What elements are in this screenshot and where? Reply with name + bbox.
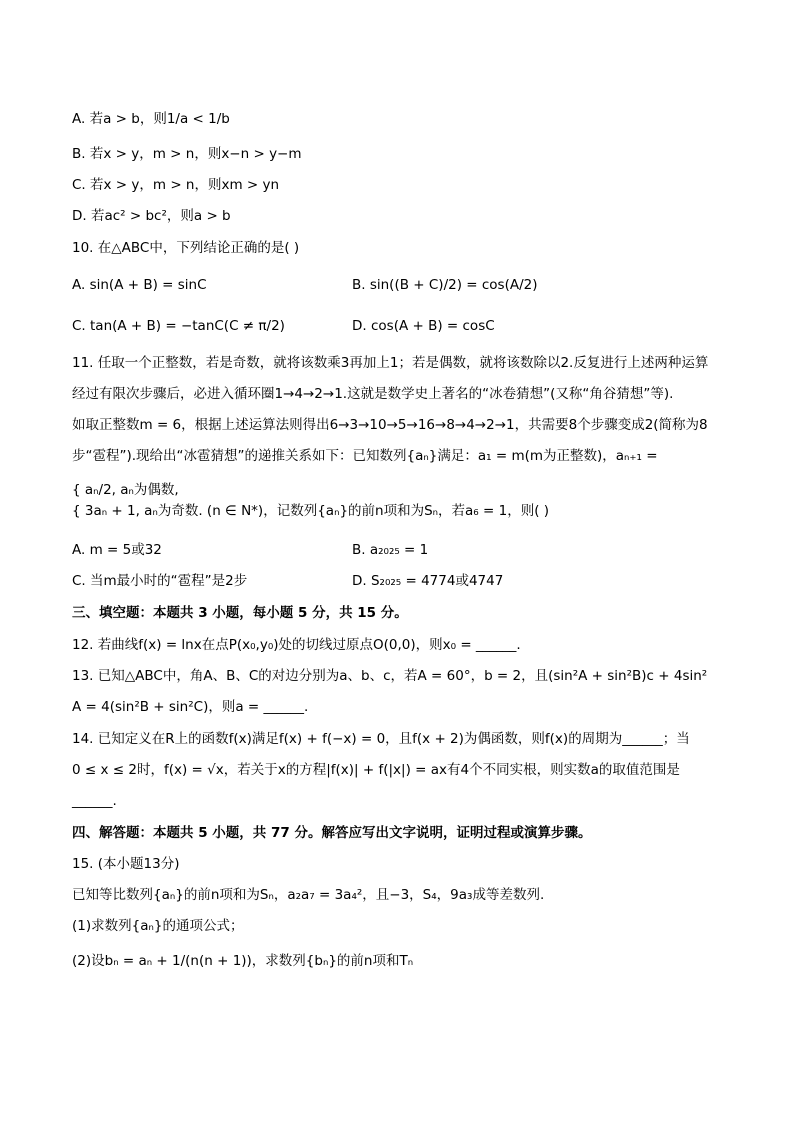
- q11-piecewise-line-1: { aₙ/2, aₙ为偶数,: [72, 482, 179, 498]
- q9-option-b: B. 若x > y，m > n，则x−n > y−m: [72, 146, 302, 162]
- q9-option-d: D. 若ac² > bc²，则a > b: [72, 208, 231, 224]
- section-3-heading: 三、填空题：本题共 3 小题，每小题 5 分，共 15 分。: [72, 605, 408, 621]
- q10-option-a: A. sin(A + B) = sinC: [72, 277, 207, 293]
- q13-stem-line-2: A = 4(sin²B + sin²C)，则a = ______.: [72, 699, 309, 715]
- q14-stem-line-3: ______.: [72, 793, 117, 809]
- q11-option-c: C. 当m最小时的“雹程”是2步: [72, 573, 248, 589]
- section-4-heading: 四、解答题：本题共 5 小题，共 77 分。解答应写出文字说明，证明过程或演算步骤。: [72, 825, 592, 841]
- q11-option-b: B. a₂₀₂₅ = 1: [352, 542, 429, 558]
- q9-option-c: C. 若x > y，m > n，则xm > yn: [72, 177, 280, 193]
- q11-stem-line-3: 如取正整数m = 6，根据上述运算法则得出6→3→10→5→16→8→4→2→1，共需要8个步骤变成2(简称为8: [72, 417, 708, 433]
- q15-part-2: (2)设bₙ = aₙ + 1/(n(n + 1))，求数列{bₙ}的前n项和Tₙ: [72, 953, 414, 969]
- q14-stem-line-2: 0 ≤ x ≤ 2时，f(x) = √x，若关于x的方程|f(x)| + f(|x|) = ax有4个不同实根，则实数a的取值范围是: [72, 762, 680, 778]
- q11-option-d: D. S₂₀₂₅ = 4774或4747: [352, 573, 504, 589]
- q11-stem-line-1: 11. 任取一个正整数，若是奇数，就将该数乘3再加上1；若是偶数，就将该数除以2.反复进行上述两种运算: [72, 355, 709, 371]
- q10-option-b: B. sin((B + C)/2) = cos(A/2): [352, 277, 538, 293]
- q11-option-a: A. m = 5或32: [72, 542, 162, 558]
- q11-piecewise-line-2: { 3aₙ + 1, aₙ为奇数. (n ∈ N*)，记数列{aₙ}的前n项和为Sₙ，若a₆ = 1，则( ): [72, 503, 550, 519]
- q12-stem: 12. 若曲线f(x) = lnx在点P(x₀,y₀)处的切线过原点O(0,0)，则x₀ = ______.: [72, 637, 521, 653]
- q13-stem-line-1: 13. 已知△ABC中，角A、B、C的对边分别为a、b、c，若A = 60°，b = 2，且(sin²A + sin²B)c + 4sin²: [72, 668, 708, 684]
- q10-stem: 10. 在△ABC中，下列结论正确的是( ): [72, 240, 300, 256]
- q15-heading: 15. (本小题13分): [72, 856, 180, 872]
- q11-stem-line-2: 经过有限次步骤后，必进入循环圈1→4→2→1.这就是数学史上著名的“冰卷猜想”(又称“角谷猜想”等).: [72, 386, 674, 402]
- q11-stem-line-4: 步“雹程”).现给出“冰雹猜想”的递推关系如下：已知数列{aₙ}满足：a₁ = m(m为正整数)，aₙ₊₁ =: [72, 448, 658, 464]
- q9-option-a: A. 若a > b，则1/a < 1/b: [72, 111, 230, 127]
- q10-option-d: D. cos(A + B) = cosC: [352, 318, 495, 334]
- q15-part-1: (1)求数列{aₙ}的通项公式；: [72, 918, 244, 934]
- q15-stem: 已知等比数列{aₙ}的前n项和为Sₙ，a₂a₇ = 3a₄²，且−3，S₄，9a₃成等差数列.: [72, 887, 545, 903]
- q10-option-c: C. tan(A + B) = −tanC(C ≠ π/2): [72, 318, 285, 334]
- q14-stem-line-1: 14. 已知定义在R上的函数f(x)满足f(x) + f(−x) = 0，且f(x + 2)为偶函数，则f(x)的周期为______；当: [72, 731, 690, 747]
